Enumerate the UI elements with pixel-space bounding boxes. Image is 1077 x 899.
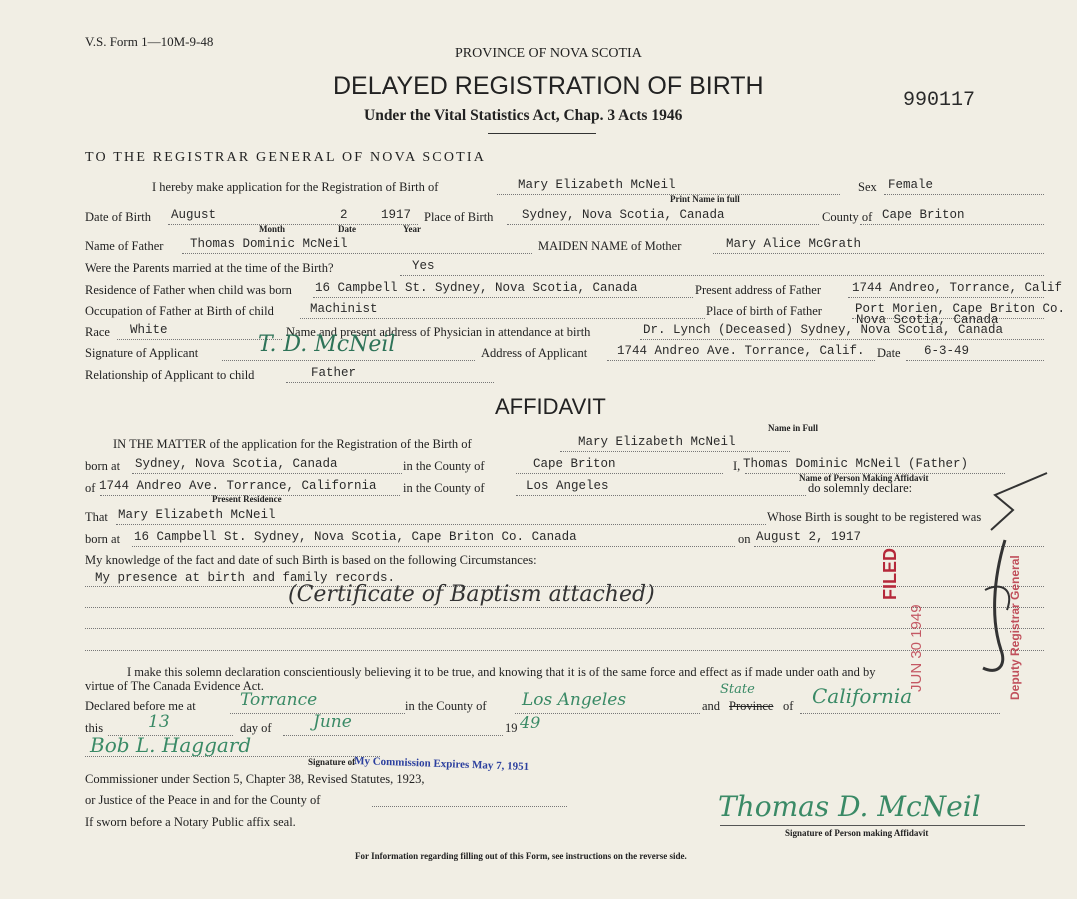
justice-label: or Justice of the Peace in and for the County of — [85, 793, 321, 807]
residence-line — [313, 297, 693, 298]
born-at-value: Sydney, Nova Scotia, Canada — [135, 457, 338, 471]
year-caption: Year — [403, 224, 421, 234]
signature-of-caption: Signature of — [308, 757, 356, 767]
commission-stamp: My Commission Expires May 7, 1951 — [353, 754, 530, 774]
this-month: June — [313, 712, 352, 732]
applicant-address: 1744 Andreo Ave. Torrance, Calif. — [617, 344, 865, 358]
mother-line — [713, 253, 1044, 254]
dob-year: 1917 — [381, 208, 412, 222]
filed-stamp-label: FILED — [880, 548, 900, 600]
applicant-address-label: Address of Applicant — [481, 346, 588, 360]
occupation-label: Occupation of Father at Birth of child — [85, 304, 274, 318]
child-name-line — [497, 194, 840, 195]
matter-label: IN THE MATTER of the application for the Registration of the Birth of — [113, 437, 472, 451]
born-at-2-value: 16 Campbell St. Sydney, Nova Scotia, Cape Briton Co. Canada — [134, 530, 577, 544]
declaration-line-1: I make this solemn declaration conscientiously believing it to be true, and knowing that it is of the same force and effect as if made under oath and by — [127, 665, 876, 679]
circumstance-1: My presence at birth and family records. — [95, 571, 396, 585]
province-struck: Province — [729, 699, 774, 713]
declare-label: do solemnly declare: — [808, 481, 913, 495]
date-caption: Date — [338, 224, 356, 234]
footer-note: For Information regarding filling out of this Form, see instructions on the reverse side. — [355, 851, 687, 861]
justice-line — [372, 806, 567, 807]
place-label: Place of Birth — [424, 210, 494, 224]
place-line — [507, 224, 819, 225]
dob-line — [168, 224, 418, 225]
circumstance-line-2 — [85, 607, 1044, 608]
born-at-label: born at — [85, 459, 121, 473]
and-label: and — [702, 699, 721, 713]
child-name: Mary Elizabeth McNeil — [518, 178, 676, 192]
this-label: this — [85, 721, 104, 735]
circumstance-line-4 — [85, 650, 1044, 651]
born-at-2-label: born at — [85, 532, 121, 546]
residence-county: Los Angeles — [526, 479, 609, 493]
that-name: Mary Elizabeth McNeil — [118, 508, 276, 522]
circumstance-2: (Certificate of Baptism attached) — [288, 582, 655, 607]
title-rule — [488, 133, 596, 134]
registrar-stamp: Deputy Registrar General — [1008, 555, 1022, 700]
county-label: County of — [822, 210, 873, 224]
addressee: TO THE REGISTRAR GENERAL OF NOVA SCOTIA — [85, 150, 487, 165]
in-county-label: in the County of — [403, 459, 485, 473]
relationship-value: Father — [311, 366, 357, 380]
day-of-label: day of — [240, 721, 272, 735]
this-month-line — [283, 735, 503, 736]
matter-name-line — [560, 451, 790, 452]
race-value: White — [130, 323, 168, 337]
that-label: That — [85, 510, 108, 524]
circumstance-line-3 — [85, 628, 1044, 629]
mother-label: MAIDEN NAME of Mother — [538, 239, 682, 253]
deponent-name: Thomas Dominic McNeil (Father) — [743, 457, 969, 471]
that-line — [116, 524, 766, 525]
applicant-signature-line — [222, 360, 475, 361]
province-heading: PROVINCE OF NOVA SCOTIA — [455, 46, 642, 61]
affidavit-heading: AFFIDAVIT — [495, 394, 606, 419]
present-address-line — [848, 297, 1044, 298]
declared-place: Torrance — [240, 690, 318, 710]
residence-label: Residence of Father when child was born — [85, 283, 292, 297]
year-prefix: 19 — [505, 721, 518, 735]
affidavit-child-name: Mary Elizabeth McNeil — [578, 435, 736, 449]
applicant-signature-label: Signature of Applicant — [85, 346, 199, 360]
on-date: August 2, 1917 — [756, 530, 862, 544]
applicant-signature: T. D. McNeil — [258, 332, 396, 357]
deponent-signature-rule — [720, 825, 1025, 826]
relationship-label: Relationship of Applicant to child — [85, 368, 255, 382]
physician-line — [640, 339, 1044, 340]
married-label: Were the Parents married at the time of the Birth? — [85, 261, 334, 275]
document-subtitle: Under the Vital Statistics Act, Chap. 3 Acts 1946 — [364, 107, 683, 124]
physician-value: Dr. Lynch (Deceased) Sydney, Nova Scotia, Canada — [643, 323, 1004, 337]
occupation-value: Machinist — [310, 302, 378, 316]
residence-county-label: in the County of — [403, 481, 485, 495]
affidavit-residence: 1744 Andreo Ave. Torrance, California — [99, 479, 377, 493]
dob-month: August — [171, 208, 217, 222]
registration-number: 990117 — [903, 89, 976, 112]
date-label: Date — [877, 346, 901, 360]
name-in-full-caption: Name in Full — [768, 423, 819, 433]
residence-county-line — [516, 495, 806, 496]
declared-county-line — [515, 713, 700, 714]
whose-label: Whose Birth is sought to be registered was — [767, 510, 982, 524]
physician-label: Name and present address of Physician in attendance at birth — [286, 325, 591, 339]
this-day: 13 — [148, 712, 170, 732]
intro-label: I hereby make application for the Registration of Birth of — [152, 180, 439, 194]
date-value: 6-3-49 — [924, 344, 970, 358]
dob-label: Date of Birth — [85, 210, 151, 224]
knowledge-label: My knowledge of the fact and date of such Birth is based on the following Circumstances: — [85, 553, 537, 567]
commissioner-signature: Bob L. Haggard — [90, 733, 252, 757]
father-birthplace: Port Morien, Cape Briton Co. — [855, 302, 1066, 316]
declared-state-line — [800, 713, 1000, 714]
state-inserted: State — [720, 682, 755, 697]
document-title: DELAYED REGISTRATION OF BIRTH — [333, 72, 764, 100]
sex-line — [884, 194, 1044, 195]
born-county: Cape Briton — [533, 457, 616, 471]
month-caption: Month — [259, 224, 286, 234]
sex-label: Sex — [858, 180, 877, 194]
date-line — [906, 360, 1044, 361]
filed-stamp-date: JUN 30 1949 — [908, 604, 925, 692]
deponent-signature-caption: Signature of Person making Affidavit — [785, 828, 929, 838]
born-at-2-line — [132, 546, 735, 547]
county-line — [860, 224, 1044, 225]
name-caption: Print Name in full — [670, 194, 740, 204]
born-county-line — [516, 473, 723, 474]
of-label-2: of — [783, 699, 794, 713]
sex-value: Female — [888, 178, 934, 192]
county-value: Cape Briton — [882, 208, 965, 222]
commissioner-label: Commissioner under Section 5, Chapter 38, Revised Statutes, 1923, — [85, 772, 425, 786]
married-value: Yes — [412, 259, 435, 273]
father-birthplace-2: Nova Scotia, Canada — [856, 313, 999, 327]
mother-name: Mary Alice McGrath — [726, 237, 862, 251]
registrar-initials — [955, 470, 1055, 685]
on-label: on — [738, 532, 751, 546]
i-label: I, — [733, 459, 741, 473]
father-line — [182, 253, 532, 254]
race-label: Race — [85, 325, 110, 339]
deponent-caption: Name of Person Making Affidavit — [799, 473, 929, 483]
declared-county: Los Angeles — [522, 690, 627, 710]
born-at-line — [132, 473, 402, 474]
year-suffix: 49 — [520, 713, 541, 732]
form-number: V.S. Form 1—10M-9-48 — [85, 34, 214, 49]
father-name: Thomas Dominic McNeil — [190, 237, 348, 251]
notary-label: If sworn before a Notary Public affix seal. — [85, 815, 296, 829]
residence-caption: Present Residence — [212, 494, 282, 504]
father-birthplace-label: Place of birth of Father — [706, 304, 822, 318]
place-value: Sydney, Nova Scotia, Canada — [522, 208, 725, 222]
father-label: Name of Father — [85, 239, 164, 253]
present-address-label: Present address of Father — [695, 283, 822, 297]
applicant-address-line — [607, 360, 875, 361]
residence-value: 16 Campbell St. Sydney, Nova Scotia, Canada — [315, 281, 638, 295]
deponent-signature: Thomas D. McNeil — [718, 790, 981, 823]
declaration-line-2: virtue of The Canada Evidence Act. — [85, 679, 264, 693]
married-line — [400, 275, 1044, 276]
declared-state: California — [812, 684, 913, 708]
of-label: of — [85, 481, 96, 495]
relationship-line — [286, 382, 494, 383]
dob-date: 2 — [340, 208, 348, 222]
declared-county-label: in the County of — [405, 699, 487, 713]
present-address: 1744 Andreo, Torrance, Calif — [852, 281, 1063, 295]
occupation-line — [300, 318, 705, 319]
declared-label: Declared before me at — [85, 699, 196, 713]
